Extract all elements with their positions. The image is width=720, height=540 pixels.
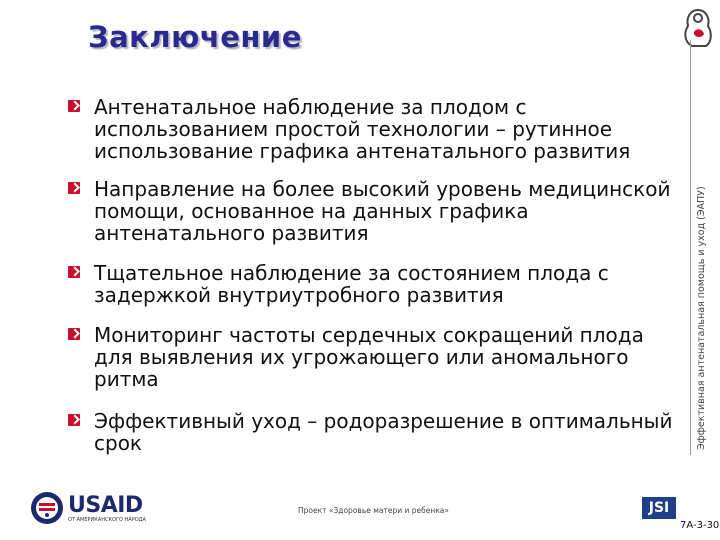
bullet-item [68, 324, 680, 390]
bullet-check-icon [68, 266, 80, 278]
usaid-logo [30, 491, 148, 527]
bullet-item [68, 96, 680, 162]
bullet-check-icon [68, 328, 80, 340]
bullet-text: Тщательное наблюдение за состоянием плода с задержкой внутриутробного развития [94, 261, 609, 307]
bullet-item [68, 178, 680, 244]
bullet-check-icon [68, 414, 80, 426]
usaid-tagline: ОТ АМЕРИКАНСКОГО НАРОДА [68, 517, 146, 523]
bullet-check-icon [68, 182, 80, 194]
slide-title: Заключение [88, 20, 302, 54]
bullet-text: Эффективный уход – родоразрешение в оптимальный срок [94, 409, 673, 455]
usaid-seal-icon [30, 491, 64, 525]
side-caption: Эффективная антенатальная помощь и уход (ЭАПУ) [696, 186, 707, 450]
usaid-wordmark: USAID [68, 493, 143, 518]
jsi-logo: JSI [642, 497, 676, 519]
footer-project: Проект «Здоровье матери и ребенка» [298, 506, 449, 515]
bullet-text: Антенатальное наблюдение за плодом с использованием простой технологии – рутинное использование графика антенатального развития [94, 95, 631, 163]
bullet-item [68, 262, 680, 306]
mother-child-logo-icon [680, 6, 716, 50]
bullet-text: Мониторинг частоты сердечных сокращений плода для выявления их угрожающего или аномального ритма [94, 323, 644, 391]
bullet-check-icon [68, 100, 80, 112]
side-divider [690, 40, 691, 455]
bullet-list [68, 96, 680, 454]
bullet-text: Направление на более высокий уровень медицинской помощи, основанное на данных графика антенатального развития [94, 177, 671, 245]
slide-number: 7A-3-30 [680, 520, 720, 531]
bullet-item [68, 410, 680, 454]
